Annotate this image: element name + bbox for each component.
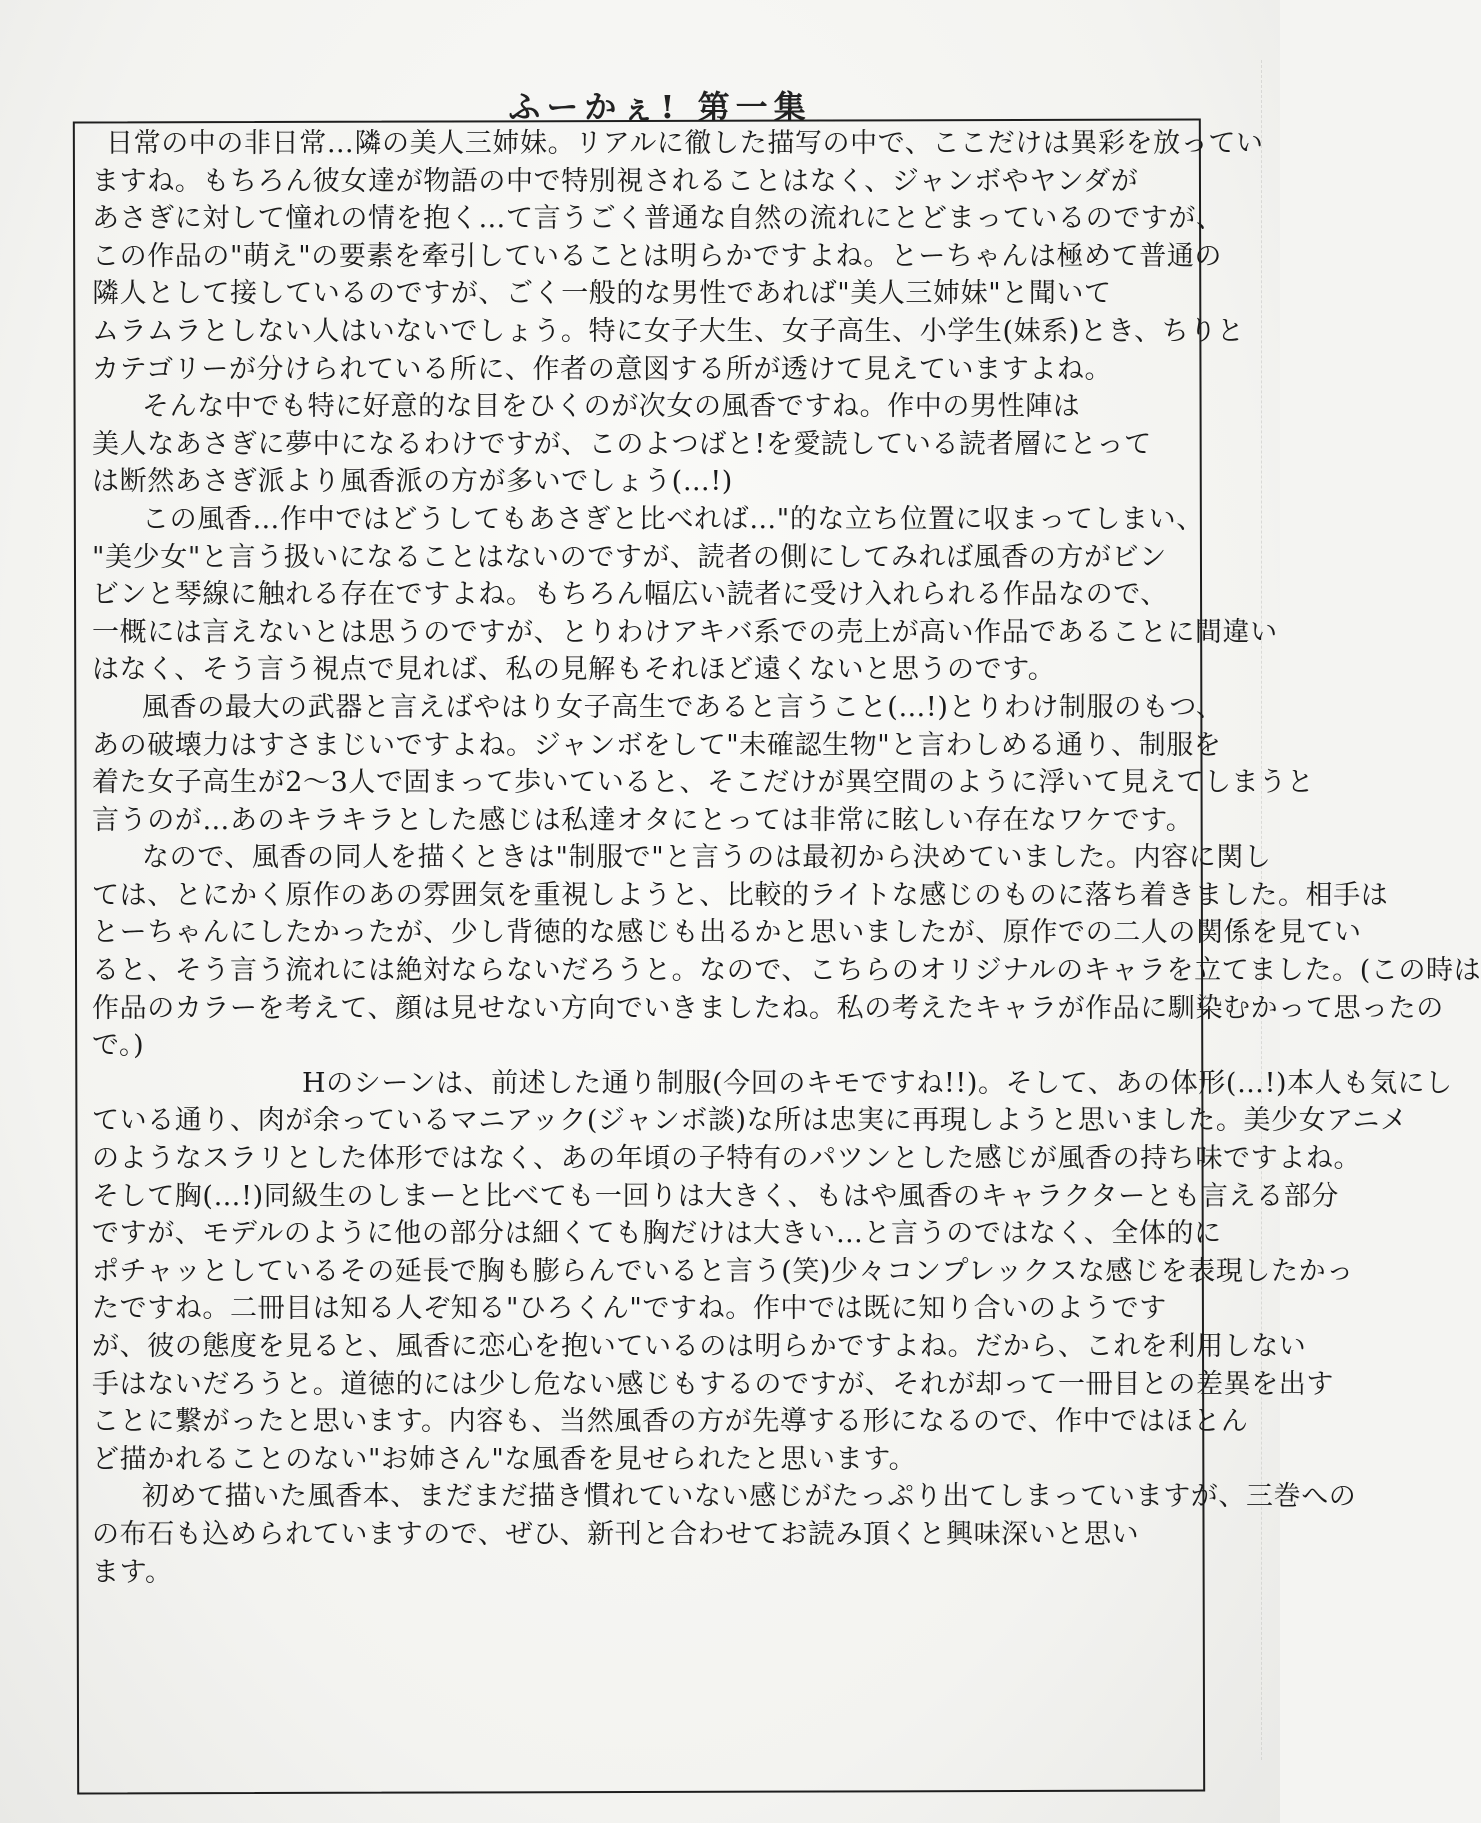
text-line: "美少女"と言う扱いになることはないのですが、読者の側にしてみれば風香の方がビン xyxy=(92,541,1167,573)
text-line: 手はないだろうと。道徳的には少し危ない感じもするのですが、それが却って一冊目との差異を出す xyxy=(92,1368,1334,1400)
paragraph xyxy=(92,501,1278,689)
paragraph xyxy=(92,125,1264,388)
paragraph xyxy=(92,1065,1453,1479)
text-line: 作品のカラーを考えて、顔は見せない方向でいきましたね。私の考えたキャラが作品に馴染むかって思ったの xyxy=(92,992,1444,1024)
text-line: なので、風香の同人を描くときは"制服で"と言うのは最初から決めていました。内容に関し xyxy=(142,842,1272,874)
text-line: 風香の最大の武器と言えばやはり女子高生であると言うこと(…!)とりわけ制服のもつ、 xyxy=(142,691,1224,723)
text-line: はなく、そう言う視点で見れば、私の見解もそれほど遠くないと思うのです。 xyxy=(92,654,1056,686)
text-line: ます。 xyxy=(92,1556,173,1588)
text-line: ビンと琴線に触れる存在ですよね。もちろん幅広い読者に受け入れられる作品なので、 xyxy=(92,579,1168,611)
text-line: ムラムラとしない人はいないでしょう。特に女子大生、女子高生、小学生(妹系)とき、ちりと xyxy=(92,315,1245,347)
paragraph xyxy=(92,388,1202,501)
text-line: のようなスラリとした体形ではなく、あの年頃の子特有のパツンとした感じが風香の持ち味ですよね。 xyxy=(92,1143,1362,1175)
paragraph xyxy=(92,839,1481,1065)
text-line: あの破壊力はすさまじいですよね。ジャンボをして"未確認生物"と言わしめる通り、制服を xyxy=(92,729,1222,761)
text-line: この作品の"萌え"の要素を牽引していることは明らかですよね。とーちゃんは極めて普通の xyxy=(92,240,1223,272)
text-line: そして胸(…!)同級生のしまーと比べても一回りは大きく、もはや風香のキャラクターとも言える部分 xyxy=(92,1180,1340,1212)
text-line: ますね。もちろん彼女達が物語の中で特別視されることはなく、ジャンボやヤンダが xyxy=(92,165,1139,197)
text-line: この風香…作中ではどうしてもあさぎと比べれば…"的な立ち位置に収まってしまい、 xyxy=(142,503,1204,535)
text-line: ことに繋がったと思います。内容も、当然風香の方が先導する形になるので、作中ではほとん xyxy=(92,1406,1249,1438)
text-line: とーちゃんにしたかったが、少し背徳的な感じも出るかと思いましたが、原作での二人の関係を見てい xyxy=(92,917,1362,949)
text-line: ると、そう言う流れには絶対ならないだろうと。なので、こちらのオリジナルのキャラを立てました。(この時は xyxy=(92,955,1481,987)
text-line: たですね。二冊目は知る人ぞ知る"ひろくん"ですね。作中では既に知り合いのようです xyxy=(92,1293,1167,1325)
text-line: の布石も込められていますので、ぜひ、新刊と合わせてお読み頂くと興味深いと思い xyxy=(92,1518,1140,1550)
text-line: ている通り、肉が余っているマニアック(ジャンボ談)な所は忠実に再現しようと思いました。美少女アニメ xyxy=(92,1105,1408,1137)
paragraph xyxy=(92,1478,1357,1591)
text-line: 着た女子高生が2〜3人で固まって歩いていると、そこだけが異空間のように浮いて見えてしまうと xyxy=(92,767,1315,799)
text-line: ては、とにかく原作のあの雰囲気を重視しようと、比較的ライトな感じのものに落ち着きました。相手は xyxy=(92,879,1389,911)
text-line: ですが、モデルのように他の部分は細くても胸だけは大きい…と言うのではなく、全体的に xyxy=(92,1218,1222,1250)
text-line: そんな中でも特に好意的な目をひくのが次女の風香ですね。作中の男性陣は xyxy=(142,391,1081,423)
text-line: ど描かれることのない"お姉さん"な風香を見せられたと思います。 xyxy=(92,1443,917,1475)
text-line: 一概には言えないとは思うのですが、とりわけアキバ系での売上が高い作品であることに間違い xyxy=(92,616,1278,648)
text-line: あさぎに対して憧れの情を抱く…て言うごく普通な自然の流れにとどまっているのですが、 xyxy=(92,203,1224,235)
text-line: カテゴリーが分けられている所に、作者の意図する所が透けて見えていますよね。 xyxy=(92,353,1113,385)
text-line: 言うのが…あのキラキラとした感じは私達オタにとっては非常に眩しい存在なワケです。 xyxy=(92,804,1194,836)
page-title: ふーかぇ! 第一集 xyxy=(508,88,812,126)
text-line: が、彼の態度を見ると、風香に恋心を抱いているのは明らかですよね。だから、これを利用しない xyxy=(92,1331,1307,1362)
text-line: で。) xyxy=(92,1030,145,1062)
text-line: Hのシーンは、前述した通り制服(今回のキモですね!!)。そして、あの体形(…!)本人も気にし xyxy=(302,1067,1453,1099)
text-line: 隣人として接しているのですが、ごく一般的な男性であれば"美人三姉妹"と聞いて xyxy=(92,278,1112,310)
text-line: ポチャッとしているその延長で胸も膨らんでいると言う(笑)少々コンプレックスな感じを表現したかっ xyxy=(92,1255,1354,1287)
text-line: 日常の中の非日常…隣の美人三姉妹。リアルに徹した描写の中で、ここだけは異彩を放ってい xyxy=(106,128,1264,159)
text-line: 初めて描いた風香本、まだまだ描き慣れていない感じがたっぷり出てしまっていますが、三巻への xyxy=(142,1481,1357,1513)
paragraph xyxy=(92,689,1315,839)
text-line: 美人なあさぎに夢中になるわけですが、このよつばと!を愛読している読者層にとって xyxy=(92,428,1152,460)
text-line: は断然あさぎ派より風香派の方が多いでしょう(…!) xyxy=(92,466,733,498)
handwritten-body xyxy=(92,125,1481,1591)
